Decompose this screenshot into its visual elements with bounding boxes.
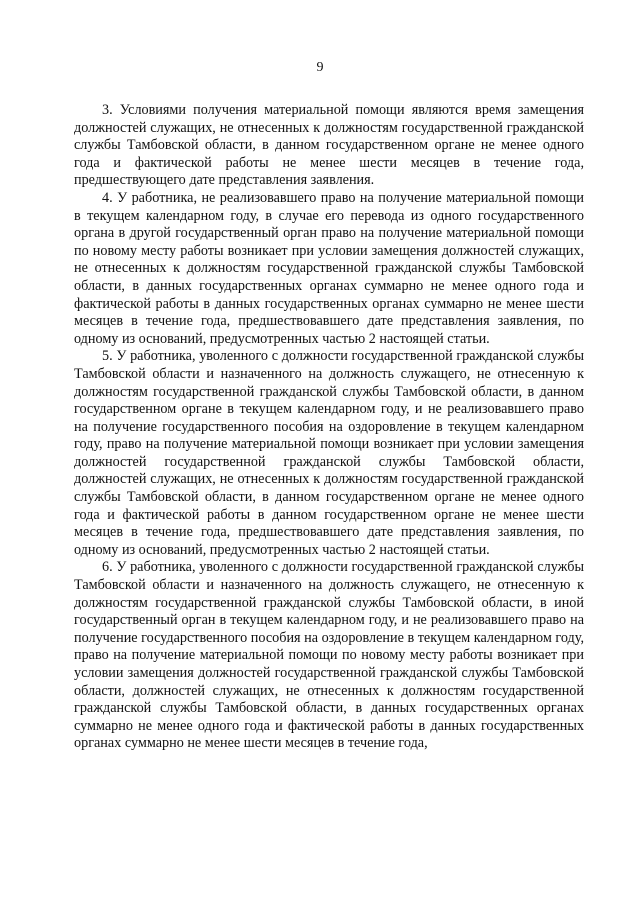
paragraph-4: 4. У работника, не реализовавшего право на получение материальной помощи в текущем календарном году, в случае его перевода из одного государственного органа в другой государственный орган право на получение материальной помощи по новому месту работы возникает при условии замещения должностей служащих, не отнесенных к должностям государственной гражданской службы Тамбовской области, в данных государственных органах суммарно не менее одного года и фактической работы в данных государственных органах суммарно не менее шести месяцев в течение года, предшествовавшего дате представления заявления, по одному из оснований, предусмотренных частью 2 настоящей статьи. xyxy=(74,189,584,347)
paragraph-6: 6. У работника, уволенного с должности государственной гражданской службы Тамбовской области и назначенного на должность служащего, не отнесенную к должностям государственной гражданской службы Тамбовской области, в иной государственный орган в текущем календарном году, и не реализовавшего право на получение государственного пособия на оздоровление в текущем календарном году, право на получение материальной помощи по новому месту работы возникает при условии замещения должностей государственной гражданской службы Тамбовской области, должностей служащих, не отнесенных к должностям государственной гражданской службы Тамбовской области, в данных государственных органах суммарно не менее одного года и фактической работы в данных государственных органах суммарно не менее шести месяцев в течение года, xyxy=(74,559,584,752)
paragraph-5: 5. У работника, уволенного с должности государственной гражданской службы Тамбовской области и назначенного на должность служащего, не отнесенную к должностям государственной гражданской службы Тамбовской области, в данном государственном органе в текущем календарном году, и не реализовавшего право на получение государственного пособия на оздоровление в текущем календарном году, право на получение материальной помощи возникает при условии замещения должностей государственной гражданской службы Тамбовской области, должностей служащих, не отнесенных к должностям государственной гражданской службы Тамбовской области, в данном государственном органе не менее одного года и фактической работы в данном государственном органе не менее шести месяцев в течение года, предшествовавшего дате представления заявления, по одному из оснований, предусмотренных частью 2 настоящей статьи. xyxy=(74,348,584,558)
page-number: 9 xyxy=(316,60,324,75)
document-body xyxy=(74,102,584,753)
paragraph-3: 3. Условиями получения материальной помощи являются время замещения должностей служащих, не отнесенных к должностям государственной гражданской службы Тамбовской области, в данном государственном органе не менее одного года и фактической работы не менее шести месяцев в течение года, предшествующего дате представления заявления. xyxy=(74,102,584,189)
